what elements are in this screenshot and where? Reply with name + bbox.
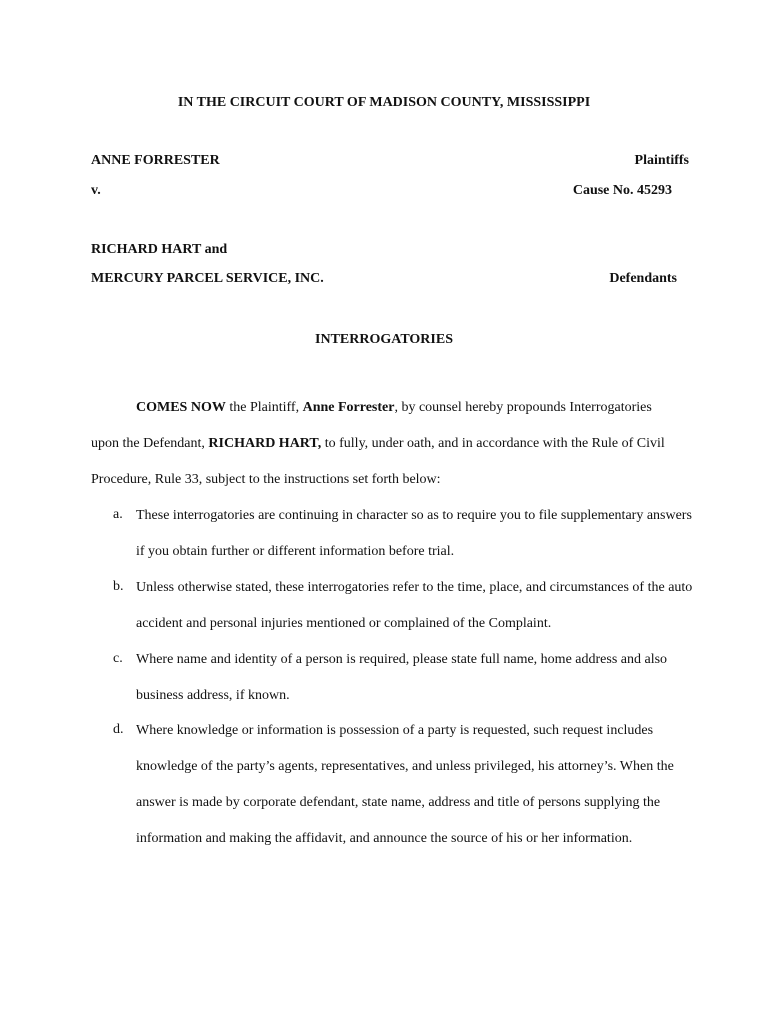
defendant-role: Defendants bbox=[609, 271, 677, 286]
defendant-line-1: RICHARD HART and bbox=[91, 242, 228, 257]
plaintiff-role: Plaintiffs bbox=[634, 153, 689, 168]
instruction-letter: b. bbox=[113, 579, 124, 594]
intro-text-2: , by counsel hereby propounds Interrogatories upon the Defendant, bbox=[91, 400, 652, 451]
instruction-text: Unless otherwise stated, these interrogatories refer to the time, place, and circumstances of the auto accident and personal injuries mentioned or complained of the Complaint. bbox=[136, 580, 693, 631]
intro-plaintiff-name: Anne Forrester bbox=[302, 400, 395, 415]
instruction-text: Where name and identity of a person is required, please state full name, home address and also business address, if known. bbox=[136, 652, 668, 703]
instruction-text: Where knowledge or information is possession of a party is requested, such request includes knowledge of the party’s agents, representatives, and unless privileged, his attorney’s. When the answer is made by corporate defendant, state name, address and title of persons supplying the information and making the affidavit, and announce the source of his or her information. bbox=[136, 723, 674, 846]
defendant-line-2: MERCURY PARCEL SERVICE, INC. bbox=[91, 271, 324, 286]
versus-label: v. bbox=[91, 183, 101, 198]
intro-paragraph bbox=[91, 390, 681, 498]
intro-text-1: the Plaintiff, bbox=[225, 400, 303, 415]
intro-text-3: to fully, under oath, and in accordance with the Rule of Civil Procedure, Rule 33, subject to the instructions set forth below: bbox=[91, 436, 665, 487]
comes-now-text: COMES NOW bbox=[136, 400, 226, 415]
plaintiff-name: ANNE FORRESTER bbox=[91, 153, 220, 168]
cause-number: Cause No. 45293 bbox=[572, 183, 672, 198]
court-heading: IN THE CIRCUIT COURT OF MADISON COUNTY, MISSISSIPPI bbox=[177, 95, 591, 110]
document-title: INTERROGATORIES bbox=[315, 332, 453, 347]
instruction-letter: a. bbox=[113, 507, 123, 522]
instruction-letter: c. bbox=[113, 651, 123, 666]
instruction-text: These interrogatories are continuing in character so as to require you to file supplementary answers if you obtain further or different information before trial. bbox=[136, 508, 692, 559]
intro-defendant-name: RICHARD HART, bbox=[208, 436, 322, 451]
instruction-letter: d. bbox=[113, 722, 124, 737]
